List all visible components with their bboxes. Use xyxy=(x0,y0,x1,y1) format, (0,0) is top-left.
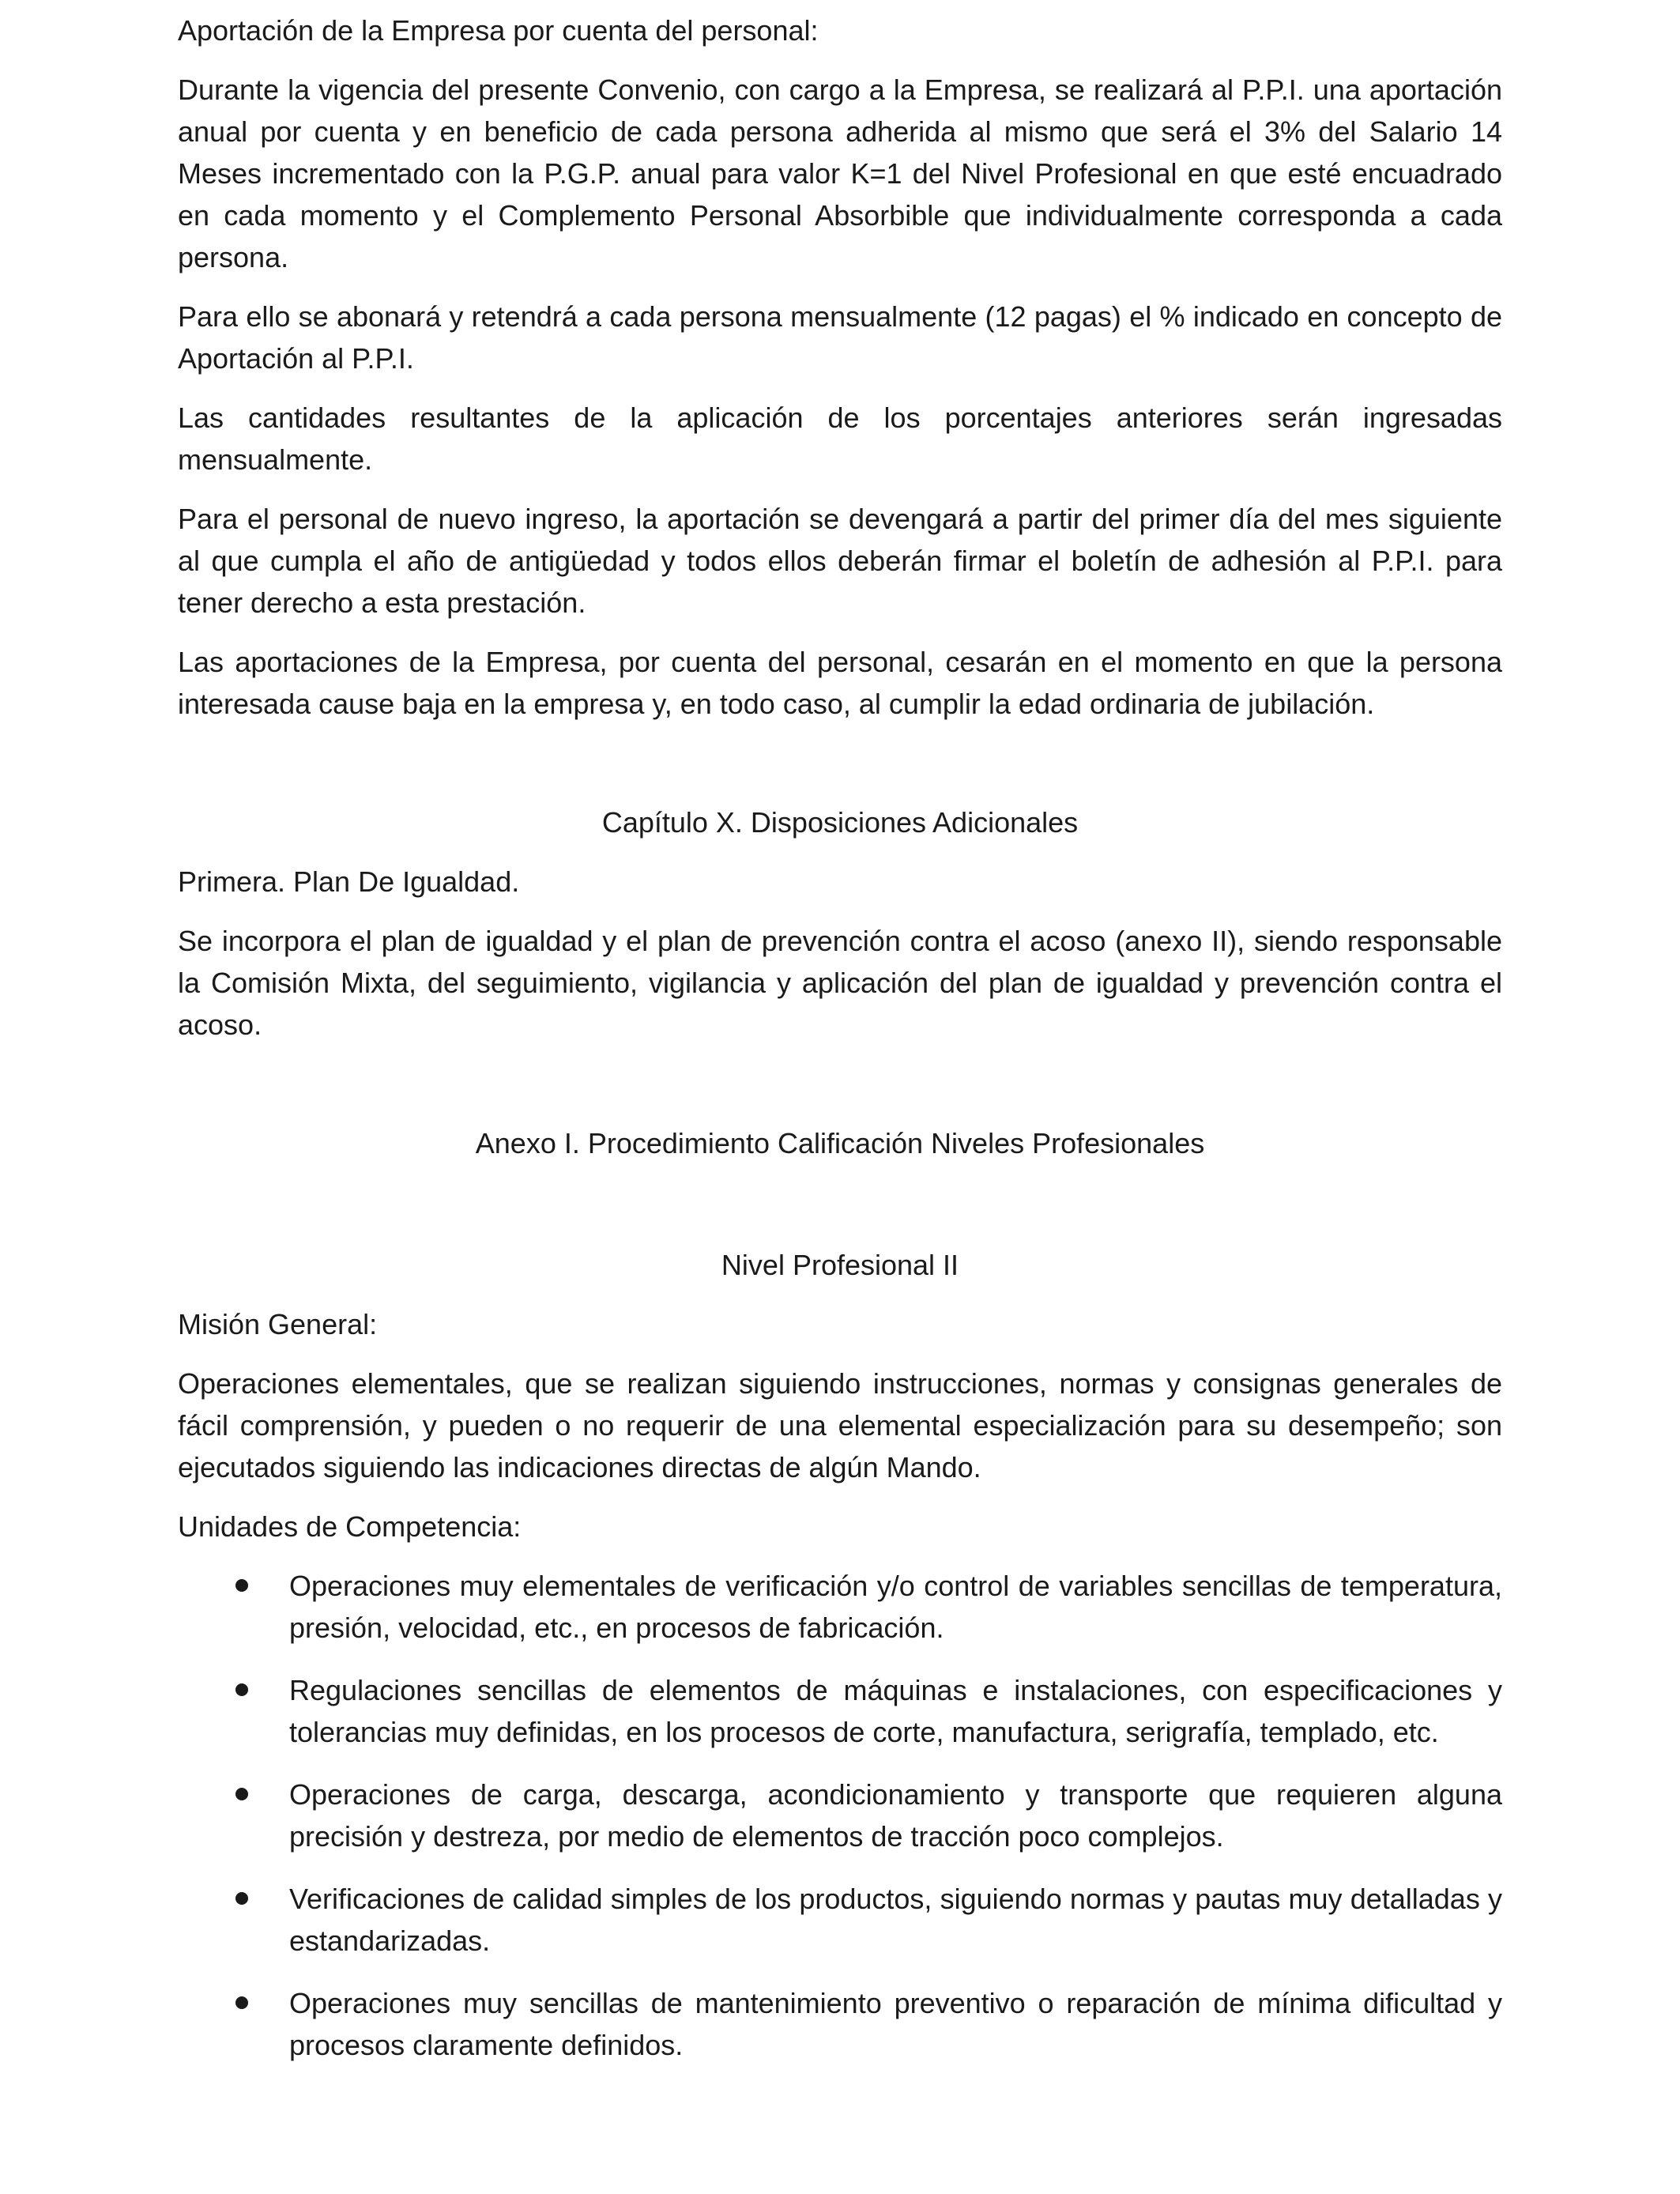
list-item-text: Verificaciones de calidad simples de los productos, siguiendo normas y pautas muy detalladas y estandarizadas. xyxy=(289,1883,1502,1957)
list-item xyxy=(178,1565,1502,1649)
aportacion-paragraph-4: Para el personal de nuevo ingreso, la aportación se devengará a partir del primer día del mes siguiente al que cumpla el año de antigüedad y todos ellos deberán firmar el boletín de adhesión al P.P.I. para tener derecho a esta prestación. xyxy=(178,503,1502,619)
bullet-icon xyxy=(235,1996,248,2009)
list-item-text: Operaciones muy sencillas de mantenimiento preventivo o reparación de mínima dificultad y procesos claramente definidos. xyxy=(289,1987,1502,2061)
bullet-icon xyxy=(235,1788,248,1800)
aportacion-paragraph-2: Para ello se abonará y retendrá a cada persona mensualmente (12 pagas) el % indicado en concepto de Aportación al P.P.I. xyxy=(178,300,1502,375)
chapter-title: Capítulo X. Disposiciones Adicionales xyxy=(601,806,1079,839)
list-item-text: Operaciones de carga, descarga, acondicionamiento y transporte que requieren alguna precisión y destreza, por medio de elementos de tracción poco complejos. xyxy=(289,1778,1502,1853)
competencias-list xyxy=(178,1565,1502,2066)
list-item-text: Regulaciones sencillas de elementos de máquinas e instalaciones, con especificaciones y tolerancias muy definidas, en los procesos de corte, manufactura, serigrafía, templado, etc. xyxy=(289,1674,1502,1748)
aportacion-heading: Aportación de la Empresa por cuenta del personal: xyxy=(178,14,819,47)
mision-paragraph: Operaciones elementales, que se realizan siguiendo instrucciones, normas y consignas generales de fácil comprensión, y pueden o no requerir de una elemental especialización para su desempeño; son ejecutados siguiendo las indicaciones directas de algún Mando. xyxy=(178,1367,1502,1483)
list-item xyxy=(178,1982,1502,2066)
annex-title: Anexo I. Procedimiento Calificación Niveles Profesionales xyxy=(475,1127,1205,1159)
list-item-text: Operaciones muy elementales de verificación y/o control de variables sencillas de temperatura, presión, velocidad, etc., en procesos de fabricación. xyxy=(289,1570,1502,1644)
list-item xyxy=(178,1774,1502,1857)
aportacion-paragraph-5: Las aportaciones de la Empresa, por cuenta del personal, cesarán en el momento en que la persona interesada cause baja en la empresa y, en todo caso, al cumplir la edad ordinaria de jubilación. xyxy=(178,646,1502,720)
document-page xyxy=(178,9,1502,2066)
primera-paragraph: Se incorpora el plan de igualdad y el plan de prevención contra el acoso (anexo II), siendo responsable la Comisión Mixta, del seguimiento, vigilancia y aplicación del plan de igualdad y prevención contra el acoso. xyxy=(178,925,1502,1041)
aportacion-paragraph-3: Las cantidades resultantes de la aplicación de los porcentajes anteriores serán ingresadas mensualmente. xyxy=(178,401,1502,476)
unidades-heading: Unidades de Competencia: xyxy=(178,1510,522,1543)
level-title: Nivel Profesional II xyxy=(721,1249,959,1281)
bullet-icon xyxy=(235,1892,248,1905)
aportacion-paragraph-1: Durante la vigencia del presente Convenio, con cargo a la Empresa, se realizará al P.P.I. una aportación anual por cuenta y en beneficio de cada persona adherida al mismo que será el 3% del Salario 14 Meses incrementado con la P.G.P. anual para valor K=1 del Nivel Profesional en que esté encuadrado en cada momento y el Complemento Personal Absorbible que individualmente corresponda a cada persona. xyxy=(178,74,1502,273)
list-item xyxy=(178,1878,1502,1962)
primera-heading: Primera. Plan De Igualdad. xyxy=(178,865,520,898)
bullet-icon xyxy=(235,1579,248,1592)
list-item xyxy=(178,1669,1502,1753)
bullet-icon xyxy=(235,1683,248,1696)
mision-heading: Misión General: xyxy=(178,1308,378,1340)
